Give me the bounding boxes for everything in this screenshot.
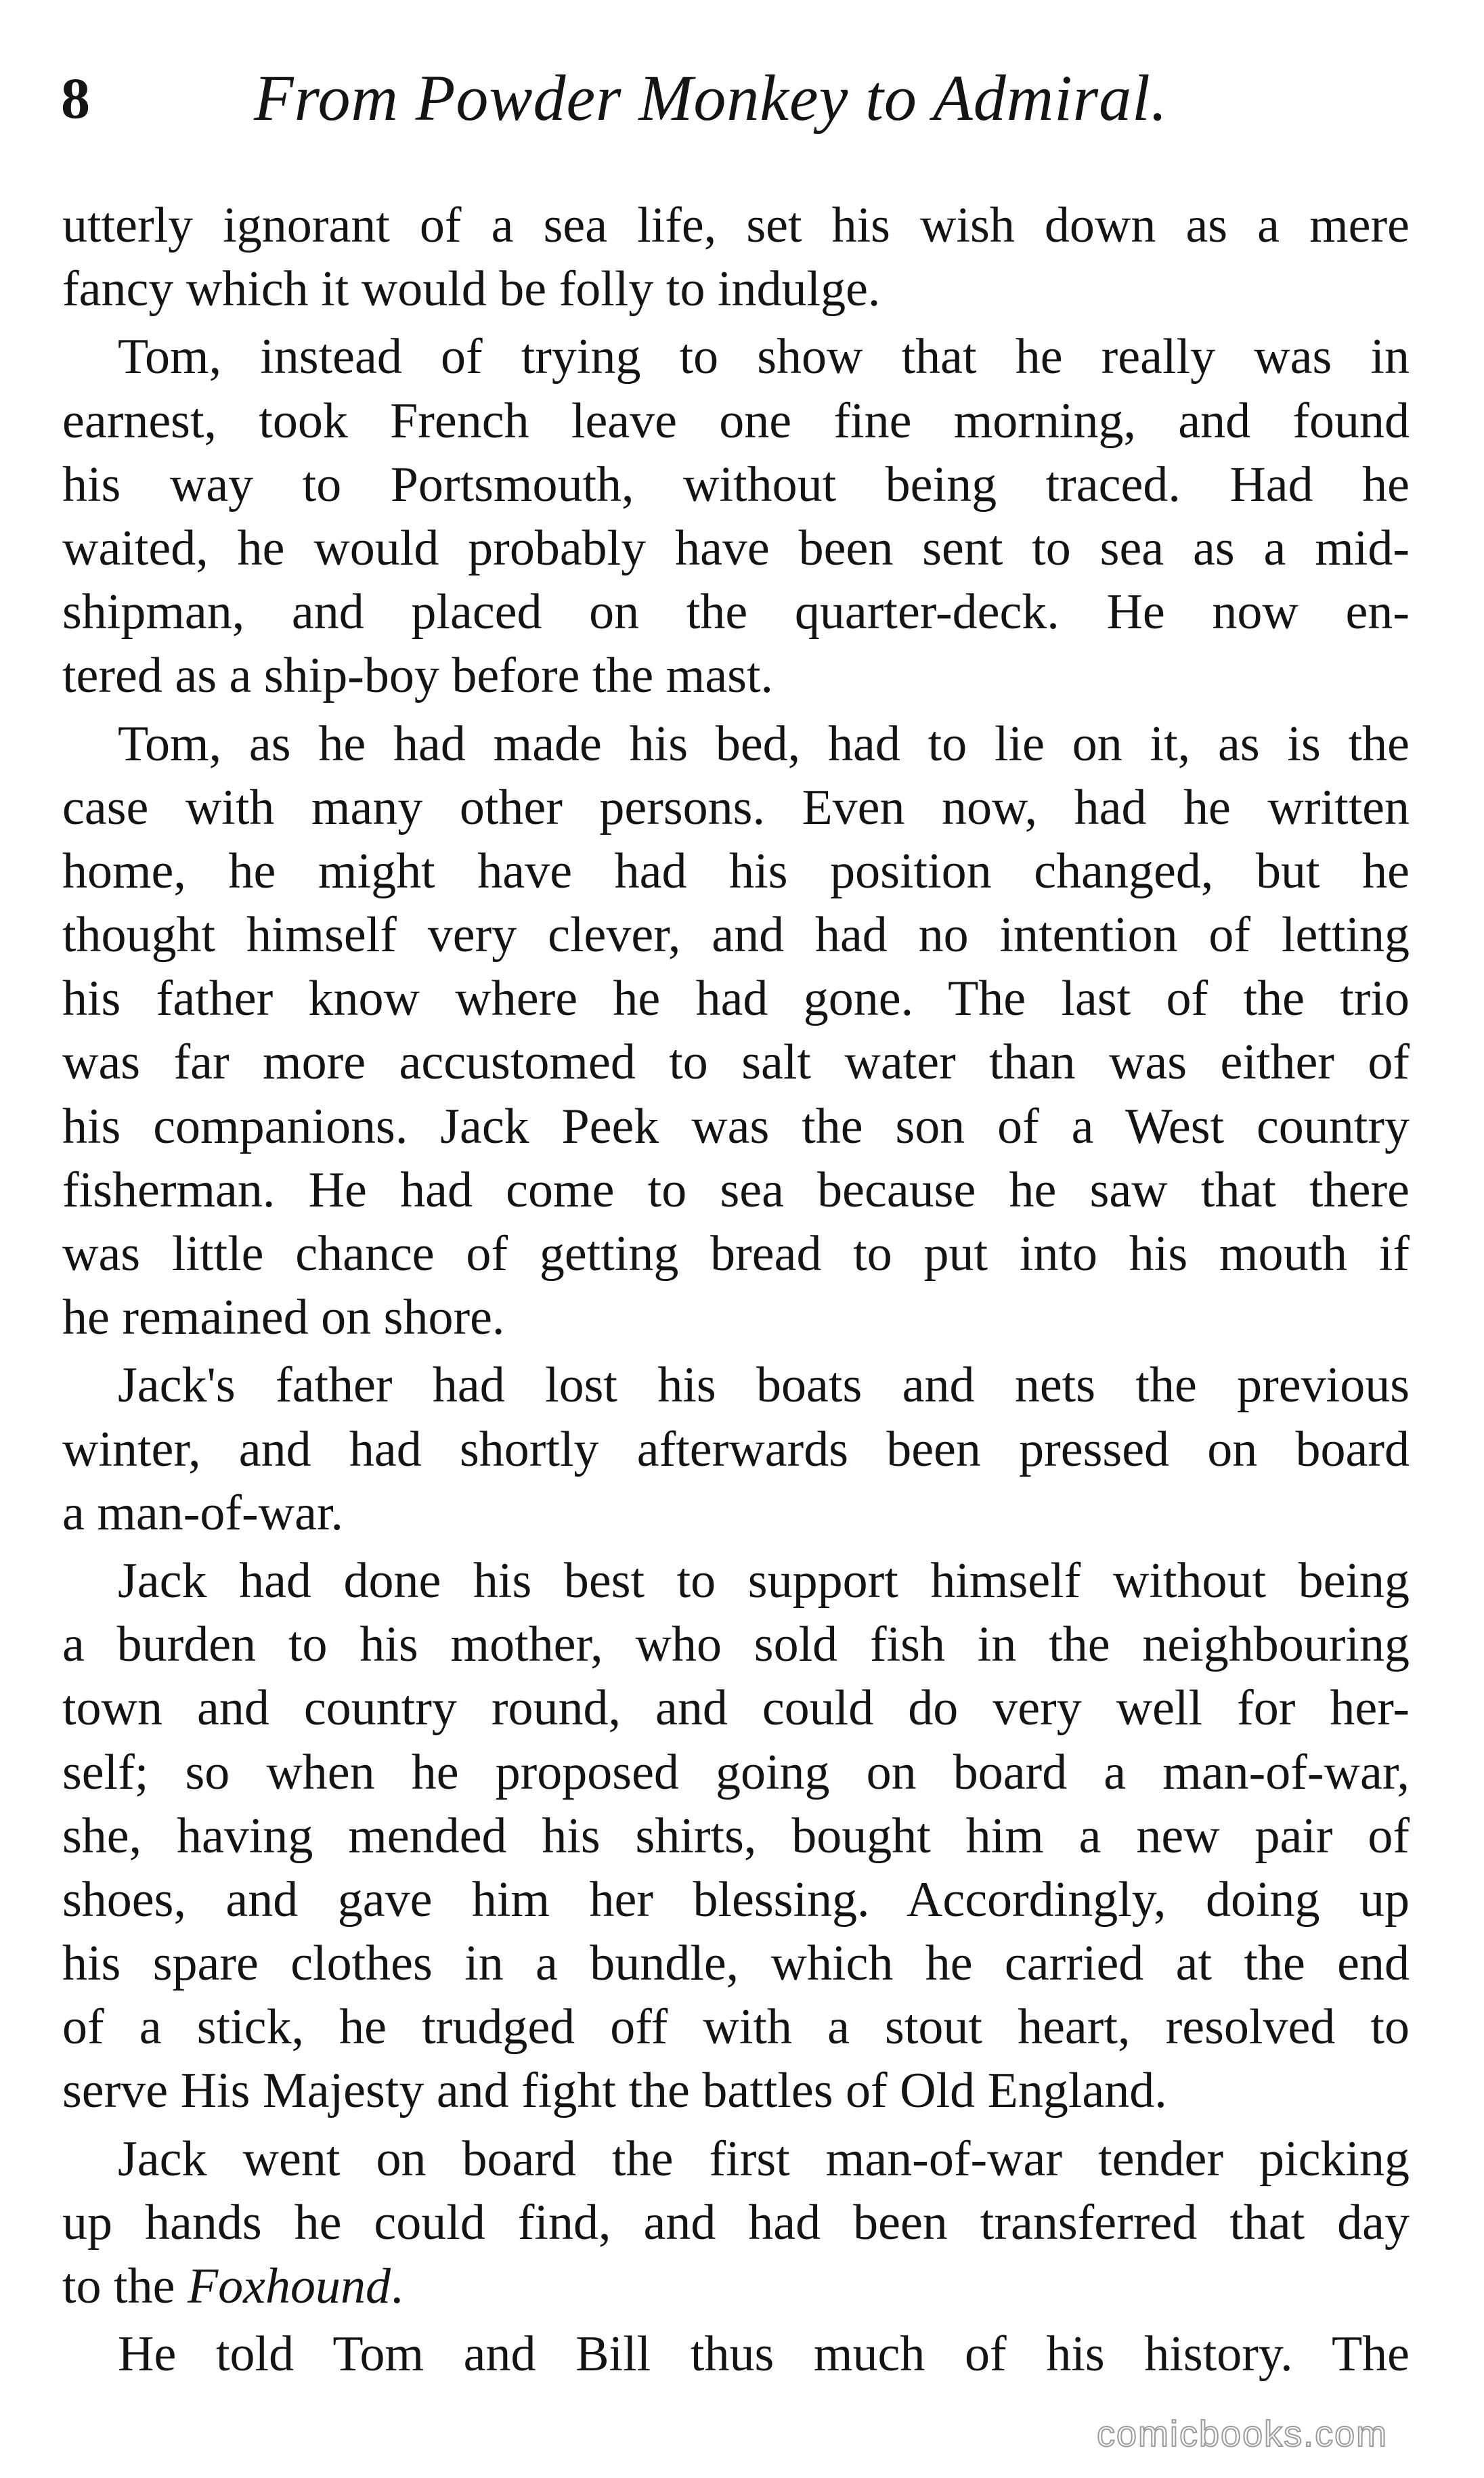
text-line: self; so when he proposed going on board a man-of-war,	[62, 1744, 1410, 1800]
text-line: up hands he could find, and had been transferred that day	[62, 2194, 1410, 2251]
text-fragment: .	[391, 2259, 403, 2314]
text-line: his spare clothes in a bundle, which he carried at the end	[62, 1936, 1410, 1992]
text-line: his companions. Jack Peek was the son of a West country	[62, 1098, 1410, 1154]
paragraph	[62, 1353, 1410, 1545]
text-line: fisherman. He had come to sea because he saw that there	[62, 1162, 1410, 1218]
paragraph	[62, 194, 1410, 321]
text-line: winter, and had shortly afterwards been pressed on board	[62, 1421, 1410, 1477]
text-line: shipman, and placed on the quarter-deck. He now en-	[62, 584, 1410, 640]
paragraph	[62, 325, 1410, 708]
text-line: thought himself very clever, and had no intention of letting	[62, 907, 1410, 963]
text-line: shoes, and gave him her blessing. Accordingly, doing up	[62, 1871, 1410, 1928]
paragraph	[62, 2322, 1410, 2386]
text-line: earnest, took French leave one fine morning, and found	[62, 393, 1410, 449]
paragraph	[62, 2127, 1410, 2319]
text-line: was little chance of getting bread to put into his mouth if	[62, 1226, 1410, 1282]
text-line: a burden to his mother, who sold fish in the neighbouring	[62, 1617, 1410, 1673]
text-line: home, he might have had his position changed, but he	[62, 843, 1410, 899]
text-line: she, having mended his shirts, bought him a new pair of	[62, 1808, 1410, 1864]
text-line: Jack went on board the first man-of-war tender picking	[118, 2131, 1410, 2187]
running-title: From Powder Monkey to Admiral.	[254, 62, 1168, 134]
text-line: his father know where he had gone. The last of the trio	[62, 971, 1410, 1027]
page-number: 8	[61, 66, 90, 131]
text-line	[62, 2255, 1410, 2318]
text-line: he remained on shore.	[62, 1290, 505, 1346]
text-line: town and country round, and could do very well for her-	[62, 1680, 1410, 1737]
watermark: comicbooks.com	[1097, 2414, 1389, 2454]
text-line: was far more accustomed to salt water than was either of	[62, 1035, 1410, 1091]
text-line: Jack's father had lost his boats and nets the previous	[118, 1357, 1410, 1414]
paragraph	[62, 712, 1410, 1350]
text-line: tered as a ship-boy before the mast.	[62, 648, 774, 704]
text-line: case with many other persons. Even now, had he written	[62, 779, 1410, 835]
text-fragment: to the	[62, 2259, 188, 2314]
text-line: Tom, as he had made his bed, had to lie on it, as is the	[118, 716, 1410, 772]
body-text	[62, 194, 1410, 2386]
text-line: of a stick, he trudged off with a stout heart, resolved to	[62, 1999, 1410, 2056]
text-line: waited, he would probably have been sent to sea as a mid-	[62, 520, 1410, 576]
text-line: his way to Portsmouth, without being traced. Had he	[62, 456, 1410, 513]
text-line: a man-of-war.	[62, 1485, 344, 1541]
text-line: He told Tom and Bill thus much of his history. The	[118, 2326, 1410, 2383]
ship-name: Foxhound	[187, 2259, 391, 2314]
text-line: Tom, instead of trying to show that he really was in	[118, 329, 1410, 385]
text-line: serve His Majesty and fight the battles of Old England.	[62, 2063, 1167, 2119]
running-head	[61, 61, 1415, 135]
text-line: utterly ignorant of a sea life, set his wish down as a mere	[62, 198, 1410, 253]
paragraph	[62, 1549, 1410, 2123]
text-line: fancy which it would be folly to indulge.	[62, 261, 881, 318]
text-line: Jack had done his best to support himself without being	[118, 1552, 1410, 1609]
